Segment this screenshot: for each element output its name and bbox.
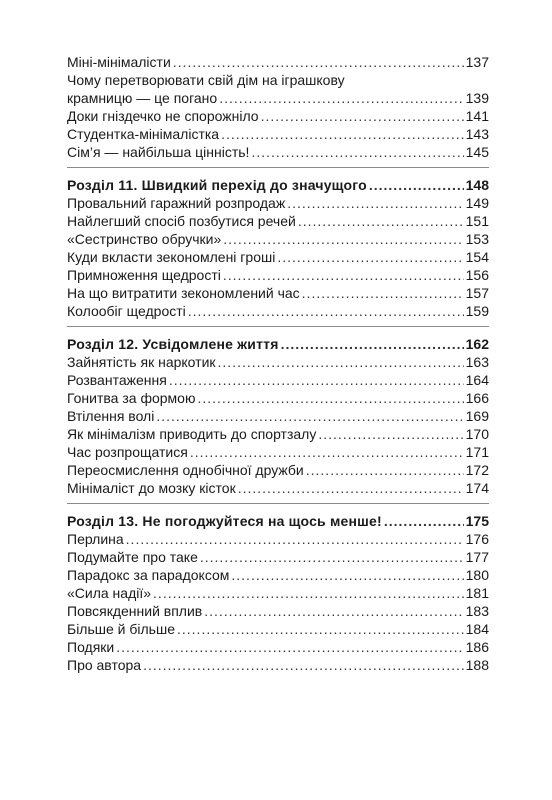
toc-entry <box>67 548 489 566</box>
entry-page: 186 <box>465 639 489 655</box>
entry-page: 153 <box>465 231 489 247</box>
chapter-heading <box>67 176 489 194</box>
entry-title: Час розпрощатися <box>67 444 188 460</box>
toc-entry <box>67 656 489 674</box>
toc-entry <box>67 248 489 266</box>
toc-entry <box>67 371 489 389</box>
dot-leader <box>223 230 463 248</box>
entry-page: 154 <box>465 249 489 265</box>
dot-leader <box>384 512 464 530</box>
dot-leader <box>219 89 463 107</box>
toc-entry <box>67 53 489 71</box>
toc-entry <box>67 479 489 497</box>
dot-leader <box>116 638 463 656</box>
entry-title: Примноження щедрості <box>67 267 221 283</box>
entry-page: 177 <box>465 549 489 565</box>
dot-leader <box>156 407 463 425</box>
dot-leader <box>298 212 464 230</box>
dot-leader <box>261 107 464 125</box>
dot-leader <box>287 194 463 212</box>
entry-page: 159 <box>465 303 489 319</box>
toc-entry <box>67 194 489 212</box>
dot-leader <box>369 176 464 194</box>
entry-title: Переосмислення однобічної дружби <box>67 462 304 478</box>
entry-page: 149 <box>465 195 489 211</box>
entry-title: Про автора <box>67 657 142 673</box>
entry-page: 143 <box>465 126 489 142</box>
entry-page: 163 <box>465 354 489 370</box>
toc-entry <box>67 425 489 443</box>
entry-page: 174 <box>465 480 489 496</box>
entry-page: 180 <box>465 567 489 583</box>
entry-title: Розвантаження <box>67 372 167 388</box>
dot-leader <box>281 335 464 353</box>
entry-page: 151 <box>465 213 489 229</box>
entry-page: 169 <box>465 408 489 424</box>
toc-section-top <box>67 53 489 161</box>
dot-leader <box>223 266 464 284</box>
dot-leader <box>153 584 464 602</box>
entry-title: Подяки <box>67 639 115 655</box>
chapter-page: 162 <box>465 336 489 352</box>
entry-page: 183 <box>465 603 489 619</box>
entry-page: 156 <box>465 267 489 283</box>
dot-leader <box>218 353 464 371</box>
entry-title: крамницю — це погано <box>67 90 218 106</box>
entry-page: 139 <box>465 90 489 106</box>
chapter-heading <box>67 335 489 353</box>
chapter-title: Розділ 13. Не погоджуйтеся на щось менше! <box>67 513 382 529</box>
toc-entry <box>67 143 489 161</box>
entry-page: 184 <box>465 621 489 637</box>
entry-page: 170 <box>465 426 489 442</box>
chapter-page: 175 <box>465 513 489 529</box>
dot-leader <box>238 479 464 497</box>
entry-title: Гонитва за формою <box>67 390 196 406</box>
toc-entry <box>67 584 489 602</box>
entry-title: «Сестринство обручки» <box>67 231 222 247</box>
dot-leader <box>200 548 464 566</box>
entry-page: 171 <box>465 444 489 460</box>
toc-entry <box>67 620 489 638</box>
toc-entry <box>67 125 489 143</box>
section-divider <box>67 503 489 504</box>
toc-entry <box>67 284 489 302</box>
chapter-title: Розділ 12. Усвідомлене життя <box>67 336 279 352</box>
dot-leader <box>126 530 464 548</box>
toc-entry <box>67 602 489 620</box>
toc-entry <box>67 461 489 479</box>
entry-page: 145 <box>465 144 489 160</box>
entry-page: 166 <box>465 390 489 406</box>
entry-title: Втілення волі <box>67 408 155 424</box>
toc-entry <box>67 407 489 425</box>
toc-entry <box>67 530 489 548</box>
entry-page: 164 <box>465 372 489 388</box>
table-of-contents <box>67 53 489 674</box>
dot-leader <box>231 566 463 584</box>
entry-page: 157 <box>465 285 489 301</box>
entry-title: Парадокс за парадоксом <box>67 567 230 583</box>
toc-entry <box>67 566 489 584</box>
dot-leader <box>143 656 464 674</box>
toc-entry <box>67 443 489 461</box>
entry-title: Студентка-мінімалістка <box>67 126 220 142</box>
dot-leader <box>204 602 463 620</box>
entry-title: Більше й більше <box>67 621 175 637</box>
toc-section-chapter-12 <box>67 335 489 497</box>
entry-title: Найлегший спосіб позбутися речей <box>67 213 296 229</box>
entry-title: Доки гніздечко не спорожніло <box>67 108 259 124</box>
dot-leader <box>190 443 464 461</box>
entry-title: Як мінімалізм приводить до спортзалу <box>67 426 317 442</box>
entry-page: 172 <box>465 462 489 478</box>
dot-leader <box>173 53 464 71</box>
dot-leader <box>197 389 463 407</box>
dot-leader <box>302 284 464 302</box>
dot-leader <box>188 302 464 320</box>
section-divider <box>67 167 489 168</box>
dot-leader <box>221 125 464 143</box>
toc-entry <box>67 212 489 230</box>
entry-title: Подумайте про таке <box>67 549 198 565</box>
toc-entry <box>67 107 489 125</box>
chapter-page: 148 <box>465 177 489 193</box>
chapter-title: Розділ 11. Швидкий перехід до значущого <box>67 177 367 193</box>
entry-title: Мінімаліст до мозку кісток <box>67 480 236 496</box>
dot-leader <box>306 461 464 479</box>
entry-title: Зайнятість як наркотик <box>67 354 216 370</box>
toc-entry <box>67 389 489 407</box>
toc-entry <box>67 302 489 320</box>
entry-title: Провальний гаражний розпродаж <box>67 195 286 211</box>
toc-entry <box>67 89 489 107</box>
section-divider <box>67 326 489 327</box>
toc-entry <box>67 266 489 284</box>
entry-title: Куди вкласти зекономлені гроші <box>67 249 276 265</box>
entry-title: Колообіг щедрості <box>67 303 186 319</box>
entry-page: 141 <box>465 108 489 124</box>
entry-title: На що витратити зекономлений час <box>67 285 300 301</box>
dot-leader <box>251 143 463 161</box>
entry-title: «Сила надії» <box>67 585 152 601</box>
toc-entry <box>67 638 489 656</box>
dot-leader <box>169 371 464 389</box>
entry-page: 181 <box>465 585 489 601</box>
entry-page: 176 <box>465 531 489 547</box>
entry-title-line1: Чому перетворювати свій дім на іграшкову <box>67 72 345 88</box>
toc-section-chapter-13 <box>67 512 489 674</box>
entry-title: Сім’я — найбільша цінність! <box>67 144 250 160</box>
chapter-heading <box>67 512 489 530</box>
dot-leader <box>318 425 463 443</box>
entry-title: Міні-мінімалісти <box>67 54 171 70</box>
entry-page: 188 <box>465 657 489 673</box>
toc-section-chapter-11 <box>67 176 489 320</box>
entry-title: Повсякденний вплив <box>67 603 203 619</box>
entry-page: 137 <box>465 54 489 70</box>
toc-entry <box>67 353 489 371</box>
dot-leader <box>177 620 464 638</box>
dot-leader <box>277 248 463 266</box>
toc-entry <box>67 230 489 248</box>
entry-title: Перлина <box>67 531 124 547</box>
